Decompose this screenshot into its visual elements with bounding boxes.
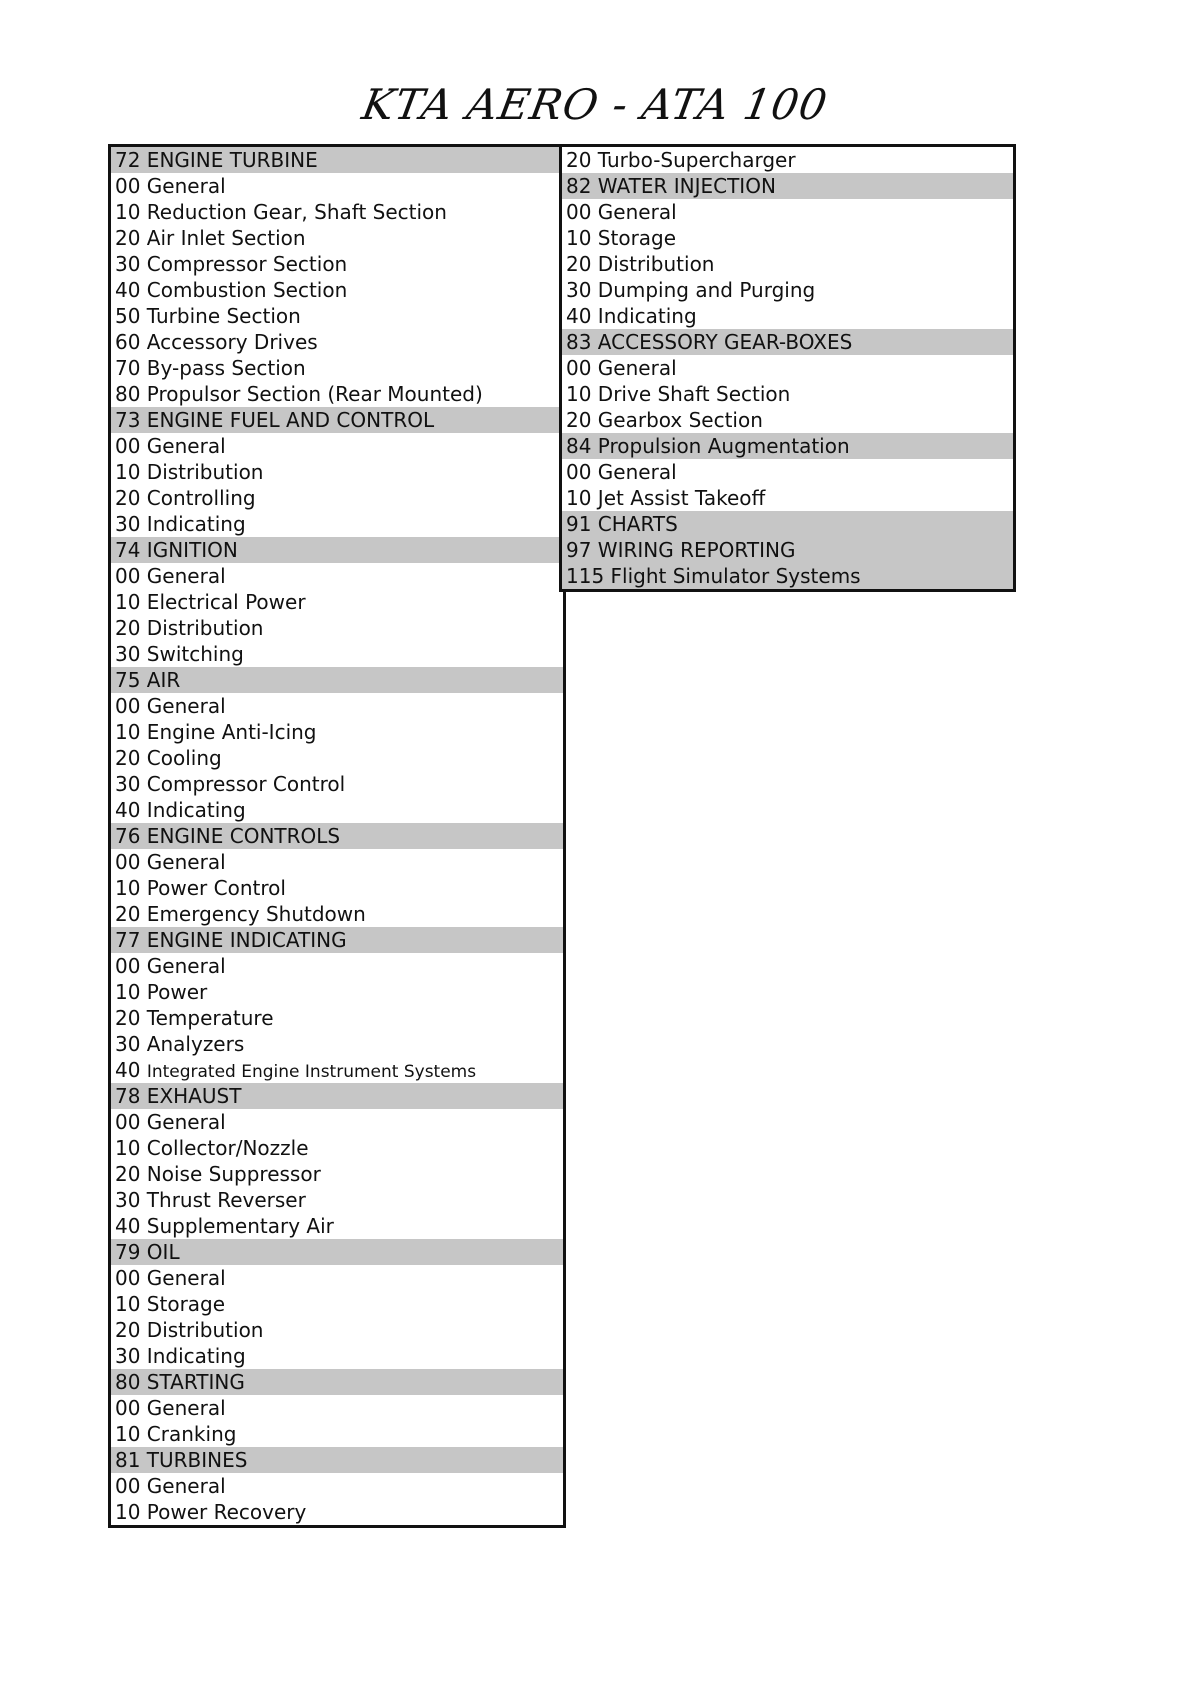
section-row [562,303,1013,329]
chapter-header-row [111,927,563,953]
section-label: 60 Accessory Drives [115,330,318,354]
section-label: 20 Emergency Shutdown [115,902,366,926]
chapter-header-row [111,1369,563,1395]
section-row [111,1499,563,1525]
page-title: KTA AERO - ATA 100 [358,80,832,129]
section-row [111,277,563,303]
section-label: 30 Indicating [115,1344,246,1368]
section-label: 10 Cranking [115,1422,237,1446]
section-label: 70 By-pass Section [115,356,306,380]
section-row [111,1265,563,1291]
chapter-header-row [111,1239,563,1265]
section-label: 20 Controlling [115,486,256,510]
section-label: 40 Supplementary Air [115,1214,334,1238]
chapter-header-row [111,147,563,173]
section-row [111,303,563,329]
section-row [562,381,1013,407]
section-label: 20 Distribution [566,252,715,276]
section-label: 30 Compressor Control [115,772,346,796]
section-row [111,875,563,901]
chapter-header-row [111,1447,563,1473]
section-row [562,147,1013,173]
section-row [111,1135,563,1161]
chapter-header-row [562,511,1013,537]
section-row [111,199,563,225]
chapter-header-row [562,173,1013,199]
section-row [111,615,563,641]
ata-table-left-column [108,144,566,1528]
section-row [111,589,563,615]
section-row [111,1473,563,1499]
chapter-title: 78 EXHAUST [115,1084,242,1108]
section-row [111,693,563,719]
section-label: 10 Power Control [115,876,286,900]
section-row [111,1317,563,1343]
section-row [111,355,563,381]
section-label: 30 Switching [115,642,244,666]
chapter-header-row [562,433,1013,459]
section-label: 10 Reduction Gear, Shaft Section [115,200,447,224]
section-label: 10 Electrical Power [115,590,306,614]
section-label: 20 Gearbox Section [566,408,763,432]
section-label: 10 Power [115,980,208,1004]
section-row [111,459,563,485]
chapter-header-row [111,407,563,433]
section-row [562,407,1013,433]
section-row [111,381,563,407]
section-row [111,485,563,511]
section-label: 00 General [115,174,226,198]
section-row [111,1161,563,1187]
section-row [111,745,563,771]
section-row [111,849,563,875]
section-row [562,485,1013,511]
chapter-header-row [562,563,1013,589]
section-label: 40 Indicating [566,304,697,328]
chapter-title: 83 ACCESSORY GEAR-BOXES [566,330,853,354]
section-label: 00 General [115,694,226,718]
chapter-title: 80 STARTING [115,1370,245,1394]
section-row [111,641,563,667]
section-label: 10 Distribution [115,460,264,484]
section-label: 80 Propulsor Section (Rear Mounted) [115,382,483,406]
section-row [111,719,563,745]
section-label: 00 General [566,460,677,484]
section-row [111,771,563,797]
section-label: 00 General [115,954,226,978]
section-label: 20 Turbo-Supercharger [566,148,796,172]
section-label: 20 Distribution [115,616,264,640]
section-label: 20 Air Inlet Section [115,226,306,250]
chapter-title: 77 ENGINE INDICATING [115,928,347,952]
chapter-header-row [111,537,563,563]
section-label: 30 Thrust Reverser [115,1188,306,1212]
chapter-title: 74 IGNITION [115,538,238,562]
section-label: 10 Drive Shaft Section [566,382,791,406]
section-row [111,1109,563,1135]
section-row [562,199,1013,225]
chapter-header-row [562,537,1013,563]
chapter-title: 81 TURBINES [115,1448,248,1472]
chapter-title: 73 ENGINE FUEL AND CONTROL [115,408,435,432]
chapter-header-row [111,667,563,693]
chapter-title: 72 ENGINE TURBINE [115,148,318,172]
section-row [111,1291,563,1317]
section-row [111,1421,563,1447]
section-label: 40 [115,1058,147,1082]
section-label: 30 Dumping and Purging [566,278,816,302]
chapter-title: 82 WATER INJECTION [566,174,776,198]
chapter-header-row [562,329,1013,355]
chapter-title: 75 AIR [115,668,181,692]
section-label: 00 General [115,1110,226,1134]
section-row [562,225,1013,251]
section-row [111,1343,563,1369]
section-label: 10 Engine Anti-Icing [115,720,317,744]
section-row [562,355,1013,381]
chapter-header-row [111,1083,563,1109]
section-label: 00 General [566,200,677,224]
section-label: 50 Turbine Section [115,304,301,328]
section-row [111,433,563,459]
section-label: 00 General [115,850,226,874]
section-row [111,1005,563,1031]
section-label: 00 General [115,1266,226,1290]
chapter-header-row [111,823,563,849]
section-row [111,979,563,1005]
section-row [562,459,1013,485]
section-label: 40 Combustion Section [115,278,348,302]
section-row [111,1187,563,1213]
section-label: 00 General [566,356,677,380]
section-row [562,277,1013,303]
section-label: 20 Distribution [115,1318,264,1342]
section-label: 10 Power Recovery [115,1500,307,1524]
section-row [111,173,563,199]
section-label: 20 Noise Suppressor [115,1162,321,1186]
section-label: 40 Indicating [115,798,246,822]
chapter-title: 115 Flight Simulator Systems [566,564,861,588]
section-row [111,563,563,589]
chapter-title: 76 ENGINE CONTROLS [115,824,341,848]
ata-table-right-column [559,144,1016,592]
section-label: 10 Jet Assist Takeoff [566,486,766,510]
section-row [111,1213,563,1239]
section-label: 20 Temperature [115,1006,274,1030]
section-row [111,953,563,979]
chapter-title: 97 WIRING REPORTING [566,538,796,562]
section-row [111,1395,563,1421]
section-label: 30 Compressor Section [115,252,348,276]
section-label: 00 General [115,1396,226,1420]
section-label: 20 Cooling [115,746,222,770]
section-row [111,797,563,823]
section-row [111,329,563,355]
section-label: 30 Analyzers [115,1032,245,1056]
section-label: 30 Indicating [115,512,246,536]
section-label-small: Integrated Engine Instrument Systems [146,1062,477,1082]
section-label: 00 General [115,564,226,588]
chapter-title: 84 Propulsion Augmentation [566,434,850,458]
section-row [111,901,563,927]
section-row [111,251,563,277]
section-row [111,511,563,537]
section-label: 00 General [115,1474,226,1498]
section-row [111,225,563,251]
section-label: 00 General [115,434,226,458]
section-label: 10 Storage [566,226,677,250]
chapter-title: 91 CHARTS [566,512,678,536]
section-label: 10 Collector/Nozzle [115,1136,309,1160]
section-label: 10 Storage [115,1292,226,1316]
section-row [111,1057,563,1083]
section-row [111,1031,563,1057]
chapter-title: 79 OIL [115,1240,180,1264]
section-row [562,251,1013,277]
